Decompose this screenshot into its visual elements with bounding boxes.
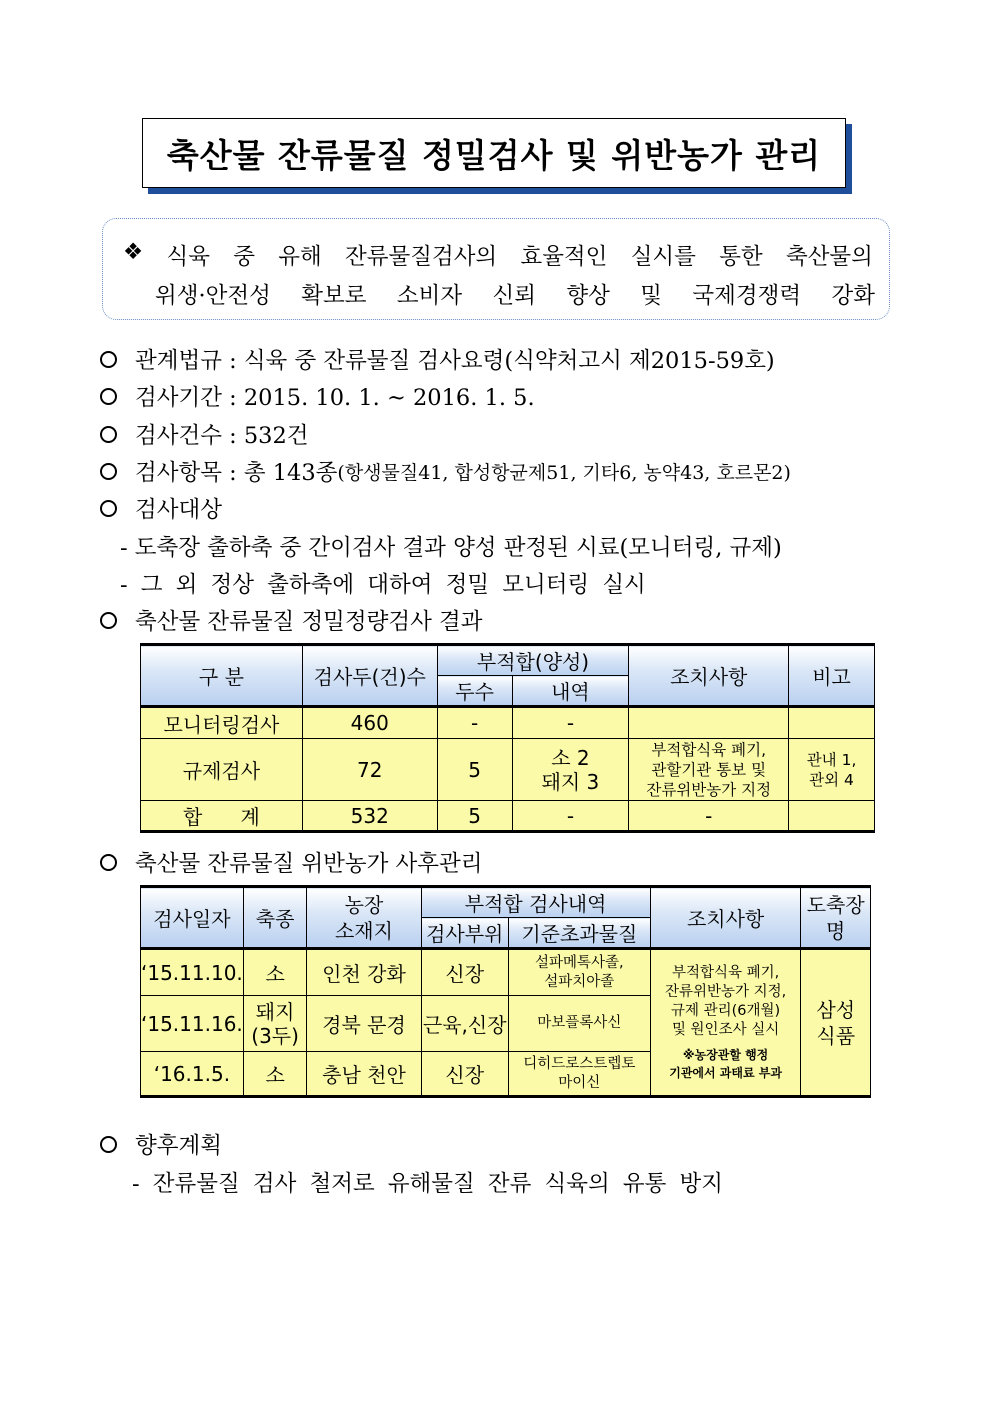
item-result-title: 축산물 잔류물질 정밀정량검사 결과 <box>100 604 482 636</box>
result-table <box>140 643 875 833</box>
table-row: ‘16.1.5. 소 충남 천안 신장 디히드로스트렙토 마이신 <box>141 1052 871 1097</box>
circle-bullet-icon <box>100 612 117 629</box>
header-tested: 검사두(건)수 <box>302 645 437 707</box>
header-action: 조치사항 <box>650 887 801 949</box>
item-period: 검사기간 : 2015. 10. 1. ~ 2016. 1. 5. <box>100 380 535 412</box>
header-date: 검사일자 <box>141 887 244 949</box>
header-substance: 기준초과물질 <box>508 918 650 949</box>
table-row: 합 계 532 5 - - <box>141 801 875 832</box>
summary-box <box>102 218 890 320</box>
circle-bullet-icon <box>100 854 117 871</box>
circle-bullet-icon <box>100 351 117 368</box>
farm-table <box>140 885 871 1098</box>
target-sub-2: - 그 외 정상 출하축에 대하여 정밀 모니터링 실시 <box>120 572 646 598</box>
summary-bullet-icon: ❖ <box>123 239 144 265</box>
header-category: 구 분 <box>141 645 303 707</box>
header-action: 조치사항 <box>629 645 789 707</box>
title-box <box>142 118 846 188</box>
table-row: 규제검사 72 5 소 2 돼지 3 부적합식육 폐기, 관할기관 통보 및 잔류위반농가 지정 관내 1, 관외 4 <box>141 739 875 801</box>
header-nonconform: 부적합(양성) <box>437 645 629 676</box>
header-heads: 두수 <box>437 676 512 707</box>
item-plan-title: 향후계획 <box>100 1128 222 1160</box>
page-title: 축산물 잔류물질 정밀검사 및 위반농가 관리 <box>166 135 822 175</box>
header-note: 비고 <box>789 645 875 707</box>
circle-bullet-icon <box>100 500 117 517</box>
plan-sub: - 잔류물질 검사 철저로 유해물질 잔류 식육의 유통 방지 <box>132 1171 723 1197</box>
header-slaughterhouse: 도축장 명 <box>801 887 871 949</box>
item-farm-title: 축산물 잔류물질 위반농가 사후관리 <box>100 846 482 878</box>
circle-bullet-icon <box>100 388 117 405</box>
target-sub-1: - 도축장 출하축 중 간이검사 결과 양성 판정된 시료(모니터링, 규제) <box>120 535 782 561</box>
header-details: 내역 <box>512 676 629 707</box>
summary-line-2: 위생·안전성 확보로 소비자 신뢰 향상 및 국제경쟁력 강화 <box>155 283 875 309</box>
circle-bullet-icon <box>100 426 117 443</box>
item-test-items: 검사항목 : 총 143종 (항생물질41, 합성항균제51, 기타6, 농약43, 호르몬2) <box>100 455 791 487</box>
table-row: ‘15.11.10. 소 인천 강화 신장 설파메톡사졸, 설파치아졸 부적합식육 폐기, 잔류위반농가 지정, 규제 관리(6개월) 및 원인조사 실시 ※농장관할 행정 기관에서 과태료 부과 삼성 식품 <box>141 949 871 996</box>
item-count: 검사건수 : 532건 <box>100 418 309 450</box>
item-target: 검사대상 <box>100 492 222 524</box>
header-farm: 농장 소재지 <box>307 887 421 949</box>
header-species: 축종 <box>243 887 307 949</box>
header-nonconform: 부적합 검사내역 <box>421 887 650 918</box>
action-cell: 부적합식육 폐기, 잔류위반농가 지정, 규제 관리(6개월) 및 원인조사 실시 ※농장관할 행정 기관에서 과태료 부과 <box>650 949 801 1097</box>
circle-bullet-icon <box>100 463 117 480</box>
table-row: ‘15.11.16. 돼지 (3두) 경북 문경 근육,신장 마보플록사신 <box>141 996 871 1052</box>
item-law: 관계법규 : 식육 중 잔류물질 검사요령(식약처고시 제2015-59호) <box>100 343 775 375</box>
circle-bullet-icon <box>100 1136 117 1153</box>
table-row: 모니터링검사 460 - - <box>141 707 875 739</box>
header-part: 검사부위 <box>421 918 508 949</box>
summary-line-1: ❖ 식육 중 유해 잔류물질검사의 효율적인 실시를 통한 축산물의 <box>123 239 873 270</box>
slaughterhouse-cell: 삼성 식품 <box>801 949 871 1097</box>
